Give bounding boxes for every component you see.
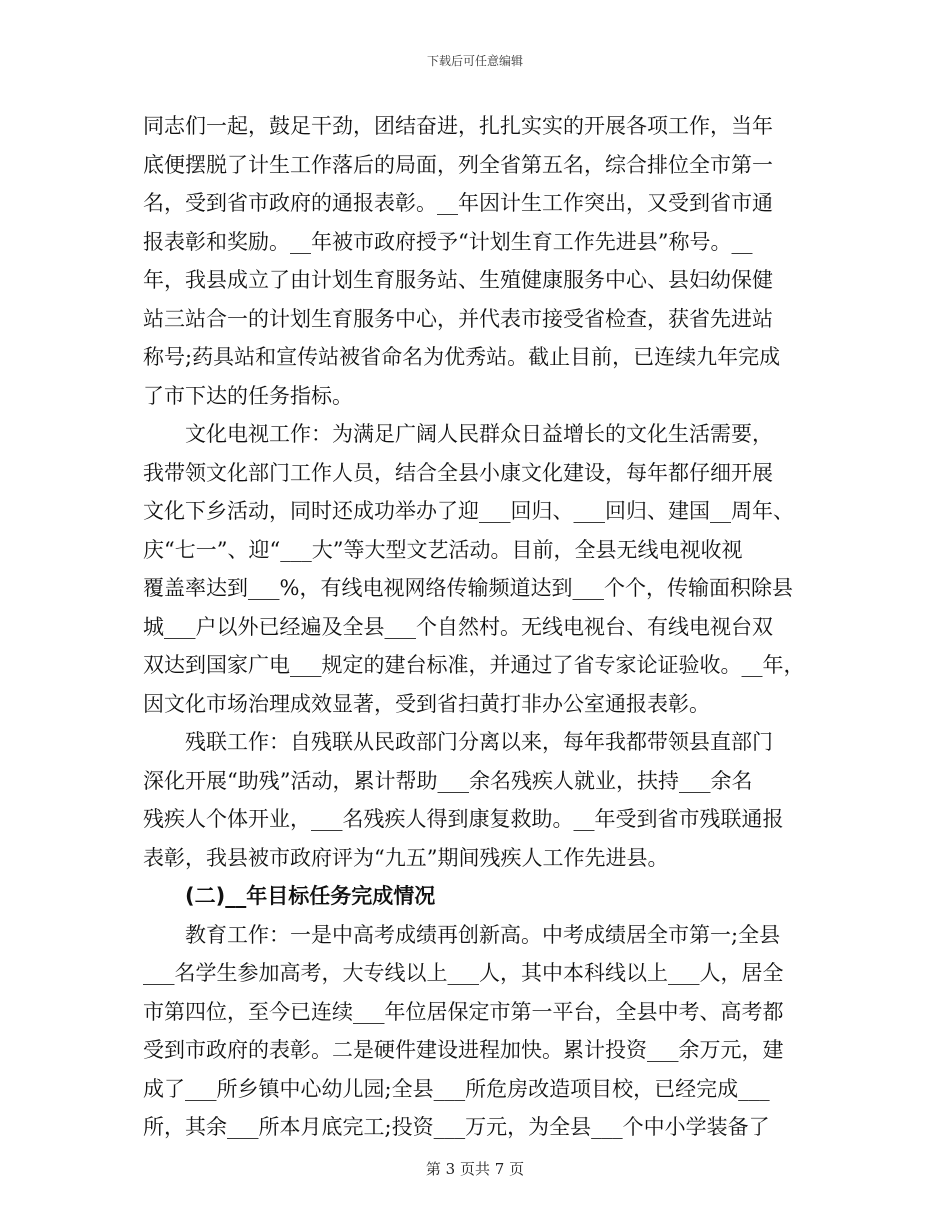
text-line: 因文化市场治理成效显著，受到省扫黄打非办公室通报表彰。 bbox=[143, 691, 710, 716]
text-line: 了市下达的任务指标。 bbox=[143, 383, 353, 408]
text-line: 同志们一起，鼓足干劲，团结奋进，扎扎实实的开展各项工作，当年 bbox=[143, 114, 773, 138]
text-line: 站三站合一的计划生育服务中心，并代表市接受省检查，获省先进站 bbox=[143, 306, 773, 331]
section-heading: (二)__年目标任务完成情况 bbox=[143, 884, 436, 908]
text-line: 所，其余___所本月底完工;投资___万元，为全县___个中小学装备了 bbox=[143, 1115, 770, 1139]
text-line: 受到市政府的表彰。二是硬件建设进程加快。累计投资___余万元，建 bbox=[143, 1038, 784, 1062]
text-line: 年，我县成立了由计划生育服务站、生殖健康服务中心、县妇幼保健 bbox=[143, 268, 773, 292]
document-body bbox=[143, 107, 815, 1147]
page-footer: 第 3 页共 7 页 bbox=[425, 1160, 525, 1178]
text-line: 称号;药具站和宣传站被省命名为优秀站。截止目前，已连续九年完成 bbox=[143, 345, 781, 369]
text-line: 城___户以外已经遍及全县___个自然村。无线电视台、有线电视台双 bbox=[143, 614, 773, 639]
page-header: 下载后可任意编辑 bbox=[426, 54, 523, 68]
text-line: 市第四位，至今已连续___年位居保定市第一平台，全县中考、高考都 bbox=[143, 999, 784, 1024]
text-line: 双达到国家广电___规定的建台标准，并通过了省专家论证验收。__年， bbox=[143, 653, 805, 677]
text-line: 庆“七一”、迎“___大”等大型文艺活动。目前，全县无线电视收视 bbox=[143, 537, 743, 562]
text-line: 教育工作：一是中高考成绩再创新高。中考成绩居全市第一;全县 bbox=[143, 922, 781, 947]
text-line: 残联工作：自残联从民政部门分离以来，每年我都带领县直部门 bbox=[143, 730, 773, 754]
text-line: 成了___所乡镇中心幼儿园;全县___所危房改造项目校，已经完成___ bbox=[143, 1076, 770, 1101]
text-line: 报表彰和奖励。__年被市政府授予“计划生育工作先进县”称号。__ bbox=[143, 229, 753, 254]
text-line: 覆盖率达到___%，有线电视网络传输频道达到___个个，传输面积除县 bbox=[143, 576, 793, 600]
text-line: 我带领文化部门工作人员，结合全县小康文化建设，每年都仔细开展 bbox=[143, 460, 773, 485]
text-line: 表彰，我县被市政府评为“九五”期间残疾人工作先进县。 bbox=[143, 845, 669, 870]
text-line: 文化电视工作：为满足广阔人民群众日益增长的文化生活需要， bbox=[143, 422, 773, 446]
text-line: 底便摆脱了计生工作落后的局面，列全省第五名，综合排位全市第一 bbox=[143, 152, 773, 177]
text-line: 名，受到省市政府的通报表彰。__年因计生工作突出，又受到省市通 bbox=[143, 191, 773, 215]
text-line: 深化开展“助残”活动，累计帮助___余名残疾人就业，扶持___余名 bbox=[143, 768, 753, 793]
text-line: ___名学生参加高考，大专线以上___人，其中本科线以上___人，居全 bbox=[143, 961, 784, 985]
text-line: 残疾人个体开业，___名残疾人得到康复救助。__年受到省市残联通报 bbox=[143, 807, 784, 831]
text-line: 文化下乡活动，同时还成功举办了迎___回归、___回归、建国__周年、 bbox=[143, 499, 794, 523]
